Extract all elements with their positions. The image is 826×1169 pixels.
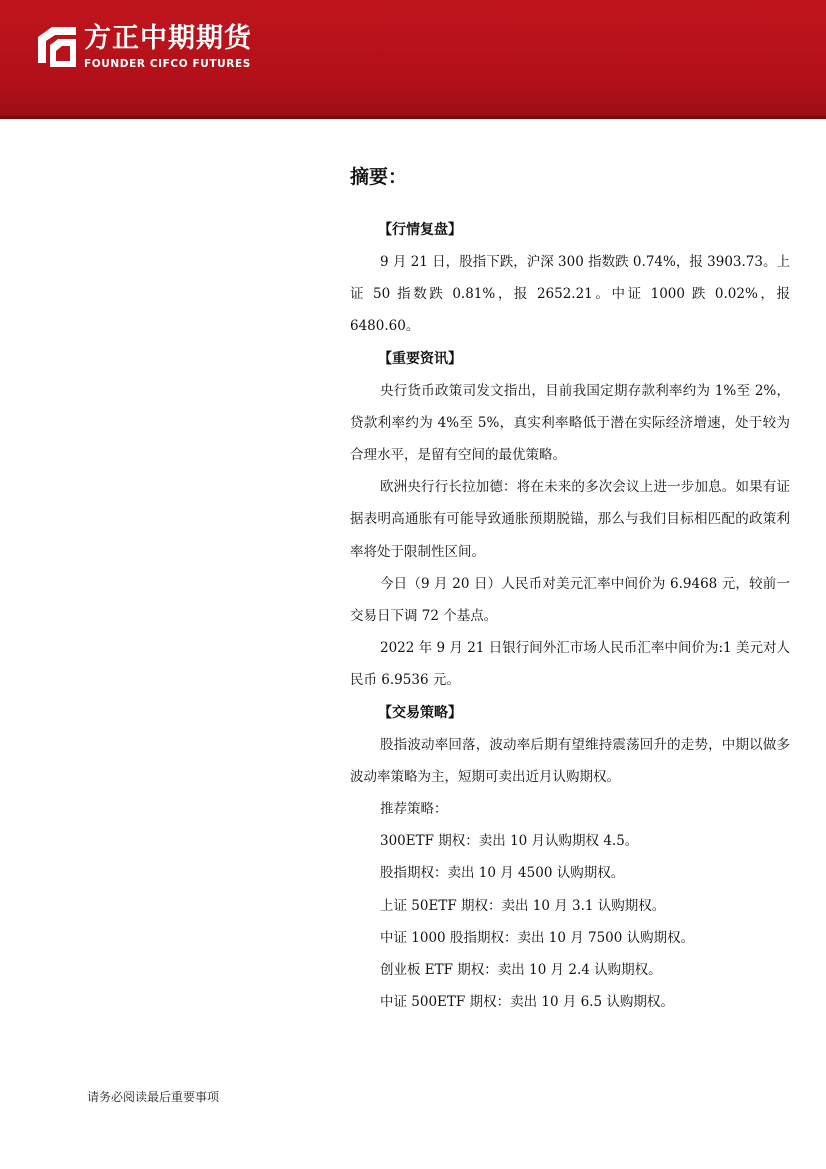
news-paragraph: 今日（9 月 20 日）人民币对美元汇率中间价为 6.9468 元，较前一交易日下调 72 个基点。 bbox=[350, 575, 790, 625]
page-header bbox=[0, 0, 826, 118]
news-paragraph: 欧洲央行行长拉加德：将在未来的多次会议上进一步加息。如果有证据表明高通胀有可能导致通胀预期脱锚，那么与我们目标相匹配的政策利率将处于限制性区间。 bbox=[350, 479, 790, 560]
strategy-item: 中证 1000 股指期权：卖出 10 月 7500 认购期权。 bbox=[380, 929, 695, 946]
strategy-item: 创业板 ETF 期权：卖出 10 月 2.4 认购期权。 bbox=[380, 962, 662, 979]
summary-content bbox=[350, 162, 790, 1018]
recommended-strategy-title: 推荐策略： bbox=[380, 801, 448, 818]
founder-cifco-logo-icon bbox=[34, 25, 80, 69]
strategy-item: 上证 50ETF 期权：卖出 10 月 3.1 认购期权。 bbox=[380, 897, 666, 914]
header-divider bbox=[0, 116, 826, 119]
news-paragraph: 2022 年 9 月 21 日银行间外汇市场人民币汇率中间价为:1 美元对人民币 6.9536 元。 bbox=[350, 640, 790, 689]
strategy-item: 中证 500ETF 期权：卖出 10 月 6.5 认购期权。 bbox=[380, 994, 674, 1011]
section-heading-key-news: 【重要资讯】 bbox=[378, 350, 462, 367]
market-review-paragraph: 9 月 21 日，股指下跌，沪深 300 指数跌 0.74%，报 3903.73。上证 50 指数跌 0.81%，报 2652.21。中证 1000 跌 0.02%，报 6480.60。 bbox=[350, 254, 790, 335]
section-heading-market-review: 【行情复盘】 bbox=[378, 222, 462, 238]
section-heading-strategy: 【交易策略】 bbox=[378, 704, 462, 721]
brand-name-cn: 方正中期期货 bbox=[84, 23, 252, 54]
summary-title: 摘要： bbox=[350, 166, 408, 188]
news-paragraph: 央行货币政策司发文指出，目前我国定期存款利率约为 1%至 2%，贷款利率约为 4%至 5%，真实利率略低于潜在实际经济增速，处于较为合理水平，是留有空间的最优策略。 bbox=[350, 382, 790, 464]
strategy-item: 股指期权：卖出 10 月 4500 认购期权。 bbox=[380, 865, 625, 882]
strategy-paragraph: 股指波动率回落，波动率后期有望维持震荡回升的走势，中期以做多波动率策略为主，短期可卖出近月认购期权。 bbox=[350, 736, 790, 785]
brand-name-en: FOUNDER CIFCO FUTURES bbox=[84, 58, 251, 70]
footer-disclaimer: 请务必阅读最后重要事项 bbox=[87, 1090, 220, 1104]
strategy-item: 300ETF 期权：卖出 10 月认购期权 4.5。 bbox=[380, 833, 639, 850]
